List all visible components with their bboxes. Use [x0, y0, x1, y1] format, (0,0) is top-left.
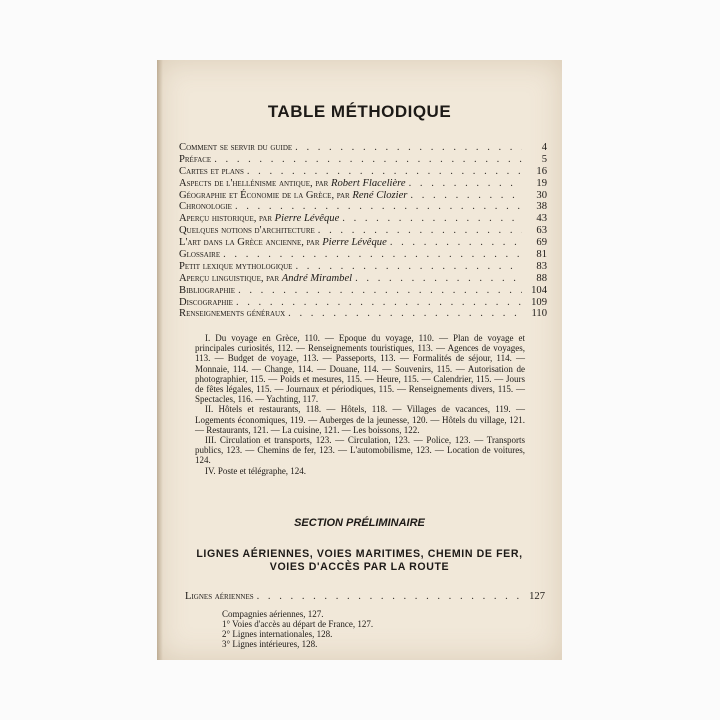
toc-entry [179, 225, 547, 237]
toc-entry-title: Géographie et Économie de la Grèce, par [179, 189, 353, 201]
toc-entry-title: Cartes et plans [179, 165, 244, 177]
toc-entry [179, 249, 547, 261]
toc-entry-label [179, 178, 406, 190]
toc-entry [179, 142, 547, 154]
table-of-contents [179, 142, 547, 320]
dot-leader [236, 297, 522, 309]
toc-entry-page: 63 [536, 225, 547, 237]
dot-leader [342, 213, 522, 225]
toc-entry [179, 213, 547, 225]
section-heading: LIGNES AÉRIENNES, VOIES MARITIMES, CHEMIN DE FER, VOIES D'ACCÈS PAR LA ROUTE [196, 548, 523, 573]
toc-entry-title: Aspects de l'hellénisme antique, par [179, 177, 331, 189]
subentry-line: 3° Lignes intérieures, 128. [222, 639, 318, 649]
dot-leader [409, 178, 522, 190]
toc-entry-title: Préface [179, 153, 212, 165]
toc-entry-label [179, 308, 285, 320]
toc-entry [179, 273, 547, 285]
toc-entry-label [179, 285, 235, 297]
dot-leader [295, 142, 522, 154]
dot-leader [355, 273, 522, 285]
book-page [157, 60, 562, 660]
toc-entry-page: 104 [531, 284, 547, 296]
toc-entry-page: 109 [531, 296, 547, 308]
toc-entry-page: 127 [529, 591, 545, 602]
toc-entry-page: 43 [536, 213, 547, 225]
toc-entry-title: Quelques notions d'architecture [179, 225, 315, 237]
toc-entry-label [179, 154, 211, 166]
toc-entry-page: 88 [536, 272, 547, 284]
toc-entry-title: Aperçu linguistique, par [179, 272, 282, 284]
toc-entry-title: Petit lexique mythologique [179, 260, 293, 272]
dot-leader [238, 285, 522, 297]
subentry-line: 2° Lignes internationales, 128. [222, 629, 333, 639]
lignes-subentries [222, 609, 522, 649]
toc-entry-label [179, 237, 387, 249]
dot-leader [288, 308, 522, 320]
toc-entry-title: Aperçu historique, par [179, 213, 275, 225]
toc-entry-label [179, 201, 232, 213]
toc-entry [179, 261, 547, 273]
page-title: TABLE MÉTHODIQUE [267, 102, 452, 121]
toc-entry [179, 237, 547, 249]
subsection-paragraph: III. Circulation et transports, 123. — Circulation, 123. — Police, 123. — Transports publics, 123. — Chemins de fer, 123. — L'automobilisme, 123. — Location de voitures, 124. [195, 435, 525, 466]
toc-entry [179, 308, 547, 320]
toc-entry-title: Glossaire [179, 249, 221, 261]
toc-entry-label [179, 261, 292, 273]
dot-leader [410, 190, 522, 202]
subsection-paragraph: II. Hôtels et restaurants, 118. — Hôtels, 118. — Villages de vacances, 119. — Logements économiques, 119. — Auberges de la jeunesse, 120. — Hôtels du village, 121. — Restaurants, 121. — La cuisine, 121. — Les boissons, 122. [195, 404, 525, 435]
toc-entry-page: 30 [536, 189, 547, 201]
dot-leader [257, 591, 520, 603]
toc-entry-author: Robert Flacelière [330, 177, 406, 189]
general-info-subsections [195, 333, 525, 476]
subsection-paragraph: IV. Poste et télégraphe, 124. [205, 465, 307, 476]
toc-entry-label [179, 297, 233, 309]
page-shadow [157, 60, 163, 660]
toc-entry [179, 285, 547, 297]
toc-entry-page: 81 [536, 249, 547, 261]
toc-entry-title: Comment se servir du guide [179, 142, 293, 153]
toc-entry-page: 38 [536, 201, 547, 213]
toc-entry [179, 154, 547, 166]
toc-entry-page: 4 [541, 142, 547, 153]
toc-entry-label [179, 213, 339, 225]
dot-leader [247, 166, 522, 178]
toc-entry-label [179, 190, 407, 202]
toc-entry-page: 69 [536, 237, 547, 249]
toc-entry [179, 190, 547, 202]
subentry-line: 1° Voies d'accès au départ de France, 127. [222, 619, 374, 629]
toc-entry-author: André Mirambel [281, 272, 353, 284]
toc-entry-title: Chronologie [179, 201, 232, 213]
toc-entry-page: 110 [531, 308, 547, 320]
toc-entry [179, 201, 547, 213]
toc-entry-label [179, 225, 315, 237]
toc-entry-page: 83 [536, 260, 547, 272]
toc-entry-label: Lignes aériennes [185, 591, 254, 602]
toc-entry-author: Pierre Lévêque [274, 213, 340, 225]
dot-leader [223, 249, 522, 261]
dot-leader [214, 154, 522, 166]
toc-entry-page: 16 [536, 165, 547, 177]
section-preliminary-heading: SECTION PRÉLIMINAIRE [294, 517, 425, 529]
toc-entry-title: L'art dans la Grèce ancienne, par [179, 237, 323, 249]
toc-entry [179, 297, 547, 309]
toc-entry-lignes-aeriennes [185, 591, 545, 603]
subentry-line: Compagnies aériennes, 127. [222, 609, 324, 619]
dot-leader [235, 201, 522, 213]
dot-leader [390, 237, 522, 249]
toc-entry-author: Pierre Lévêque [322, 237, 387, 249]
toc-entry-page: 19 [536, 177, 547, 189]
toc-entry [179, 166, 547, 178]
toc-entry-label [179, 142, 292, 154]
toc-entry-title: Bibliographie [179, 284, 236, 296]
toc-entry-author: René Clozier [352, 189, 408, 201]
toc-entry-title: Renseignements généraux [179, 308, 286, 320]
toc-entry-label [179, 166, 244, 178]
dot-leader [318, 225, 522, 237]
toc-entry-page: 5 [541, 153, 547, 165]
subsection-paragraph: I. Du voyage en Grèce, 110. — Epoque du voyage, 110. — Plan de voyage et principales curiosités, 112. — Renseignements touristiques, 113. — Agences de voyages, 113. — Budget de voyage, 113. — Passeports, 113. — Formalités de séjour, 114. — Monnaie, 114. — Change, 114. — Douane, 114. — Souvenirs, 115. — Autorisation de photographier, 115. — Poids et mesures, 115. — Heure, 115. — Calendrier, 115. — Jours de fêtes légales, 115. — Journaux et périodiques, 115. — Renseignements divers, 115. — Spectacles, 116. — Yachting, 117. [195, 333, 525, 405]
toc-entry [179, 178, 547, 190]
toc-entry-label [179, 273, 352, 285]
toc-entry-label [179, 249, 220, 261]
dot-leader [295, 261, 522, 273]
toc-entry-title: Discographie [179, 296, 233, 308]
